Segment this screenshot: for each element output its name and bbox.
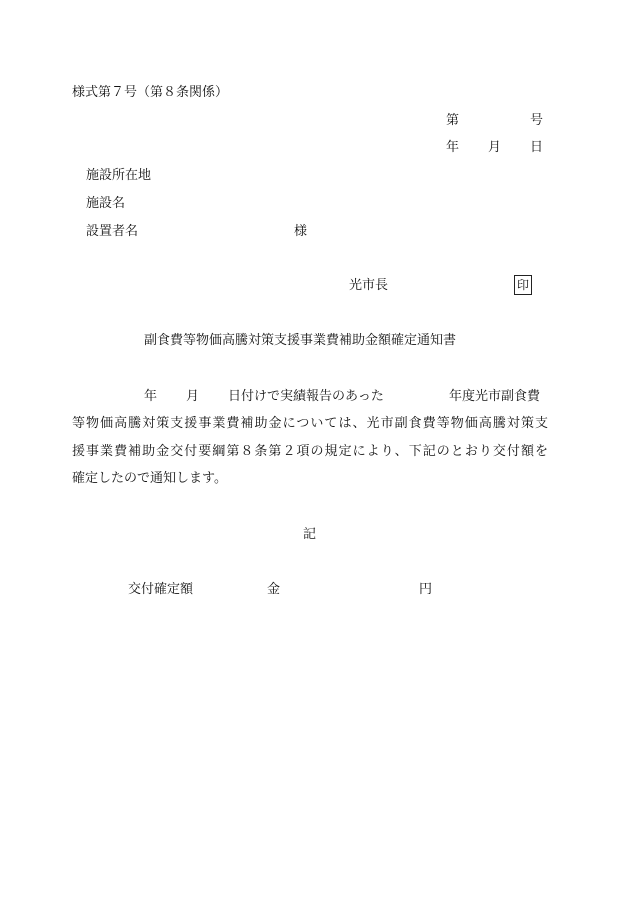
document-title: 副食費等物価高騰対策支援事業費補助金額確定通知書 — [144, 333, 457, 348]
amount-label: 交付確定額 — [128, 582, 194, 597]
date-day: 日 — [530, 140, 544, 155]
honorific: 様 — [294, 224, 308, 239]
seal-stamp: 印 — [514, 275, 532, 295]
form-number: 様式第７号（第８条関係） — [72, 85, 229, 100]
amount-yen: 円 — [419, 582, 433, 597]
date-month: 月 — [488, 140, 502, 155]
date-year: 年 — [446, 140, 460, 155]
body-line4: 確定したので通知します。 — [72, 471, 227, 486]
body-line3: 援事業費補助金交付要綱第８条第２項の規定により、下記のとおり交付額を — [72, 444, 548, 459]
body-year: 年 — [144, 389, 158, 404]
facility-name-label: 施設名 — [86, 196, 126, 211]
body-line1-middle: 日付けで実績報告のあった — [228, 389, 384, 404]
body-line1-end: 年度光市副食費 — [449, 389, 541, 404]
issuer-title: 光市長 — [349, 278, 389, 293]
facility-address-label: 施設所在地 — [86, 168, 152, 183]
doc-number-suffix: 号 — [530, 113, 544, 128]
doc-number-prefix: 第 — [446, 113, 460, 128]
ki-heading: 記 — [303, 527, 317, 542]
installer-name-label: 設置者名 — [86, 224, 139, 239]
amount-kin: 金 — [267, 582, 281, 597]
body-line2: 等物価高騰対策支援事業費補助金については、光市副食費等物価高騰対策支 — [72, 416, 548, 431]
body-month: 月 — [186, 389, 200, 404]
